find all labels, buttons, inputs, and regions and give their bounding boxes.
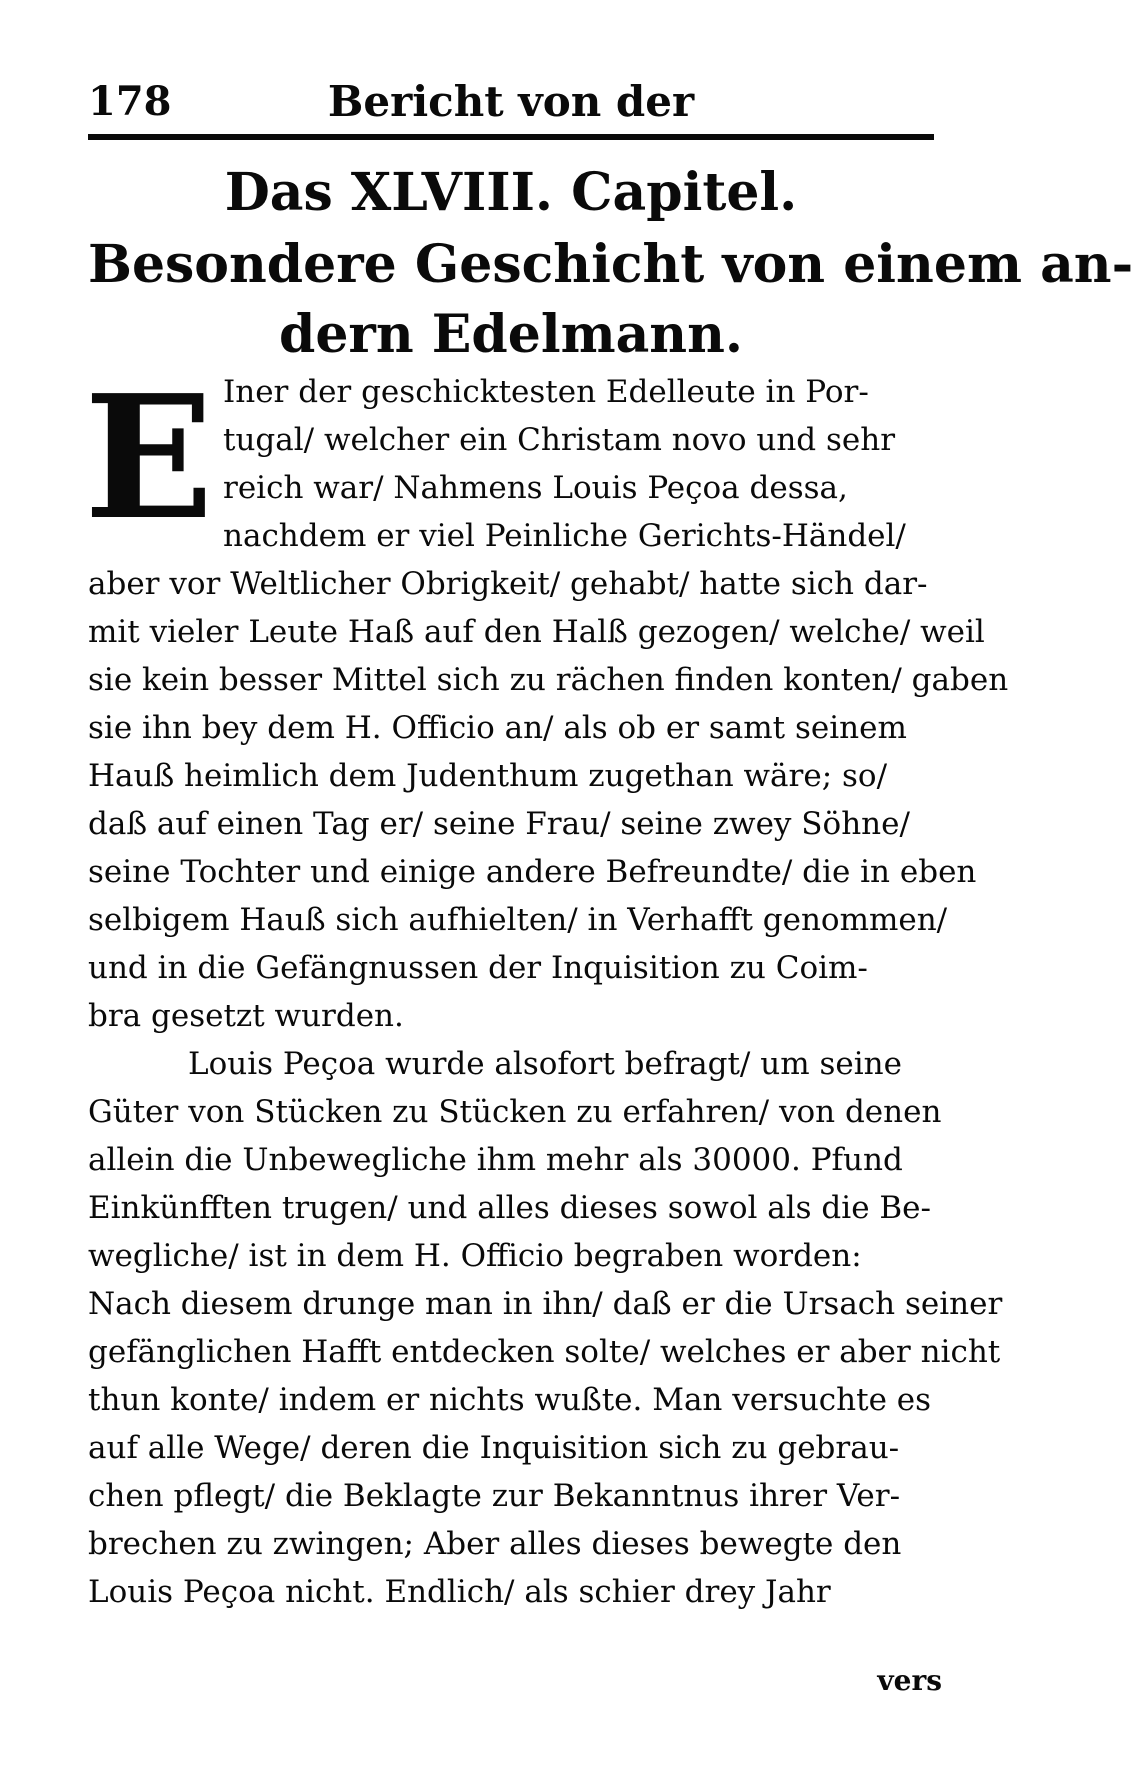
body-text [88,368,1009,1616]
text-line: mit vieler Leute Haß auf den Halß gezogen/ welche/ weil [88,614,985,650]
text-line: daß auf einen Tag er/ seine Frau/ seine zwey Söhne/ [88,806,910,842]
text-line: thun konte/ indem er nichts wußte. Man versuchte es [88,1382,932,1418]
drop-cap: E [84,358,214,558]
text-line: bra gesetzt wurden. [88,998,404,1034]
text-line: Hauß heimlich dem Judenthum zugethan wäre; so/ [88,758,888,794]
chapter-title [88,230,1133,370]
text-line: selbigem Hauß sich aufhielten/ in Verhafft genommen/ [88,902,948,938]
text-line: sie ihn bey dem H. Officio an/ als ob er samt seinem [88,710,907,746]
page-header [88,72,934,132]
text-line: Einkünfften trugen/ und alles dieses sowol als die Be- [88,1190,931,1226]
text-line: gefänglichen Hafft entdecken solte/ welches er aber nicht [88,1334,1001,1370]
text-line: brechen zu zwingen; Aber alles dieses bewegte den [88,1526,902,1562]
text-line: seine Tochter und einige andere Befreundte/ die in eben [88,854,977,890]
text-line: Nach diesem drunge man in ihn/ daß er die Ursach seiner [88,1286,1003,1322]
text-line: Güter von Stücken zu Stücken zu erfahren/ von denen [88,1094,942,1130]
chapter-title-line: dern Edelmann. [278,304,743,365]
text-line: tugal/ welcher ein Christam novo und sehr [223,422,896,458]
text-line: wegliche/ ist in dem H. Officio begraben worden: [88,1238,862,1274]
text-line: Louis Peçoa nicht. Endlich/ als schier drey Jahr [88,1574,831,1610]
text-line: aber vor Weltlicher Obrigkeit/ gehabt/ hatte sich dar- [88,566,928,602]
text-line: allein die Unbewegliche ihm mehr als 30000. Pfund [88,1142,903,1178]
chapter-number: Das XLVIII. Capitel. [224,162,798,223]
text-line: reich war/ Nahmens Louis Peçoa dessa, [223,470,848,506]
text-line: auf alle Wege/ deren die Inquisition sich zu gebrau- [88,1430,900,1466]
text-line: nachdem er viel Peinliche Gerichts-Händel/ [223,518,906,554]
running-head: Bericht von der [327,77,695,126]
text-line: chen pflegt/ die Beklagte zur Bekanntnus ihrer Ver- [88,1478,901,1514]
header-rule [88,134,934,140]
text-line: Iner der geschicktesten Edelleute in Por- [223,374,869,410]
catchword: vers [877,1664,942,1697]
text-line: und in die Gefängnussen der Inquisition zu Coim- [88,950,868,986]
text-line: Louis Peçoa wurde alsofort befragt/ um seine [188,1046,902,1082]
chapter-title-line: Besondere Geschicht von einem an- [88,234,1133,295]
text-line: sie kein besser Mittel sich zu rächen finden konten/ gaben [88,662,1009,698]
page-number: 178 [88,78,172,125]
